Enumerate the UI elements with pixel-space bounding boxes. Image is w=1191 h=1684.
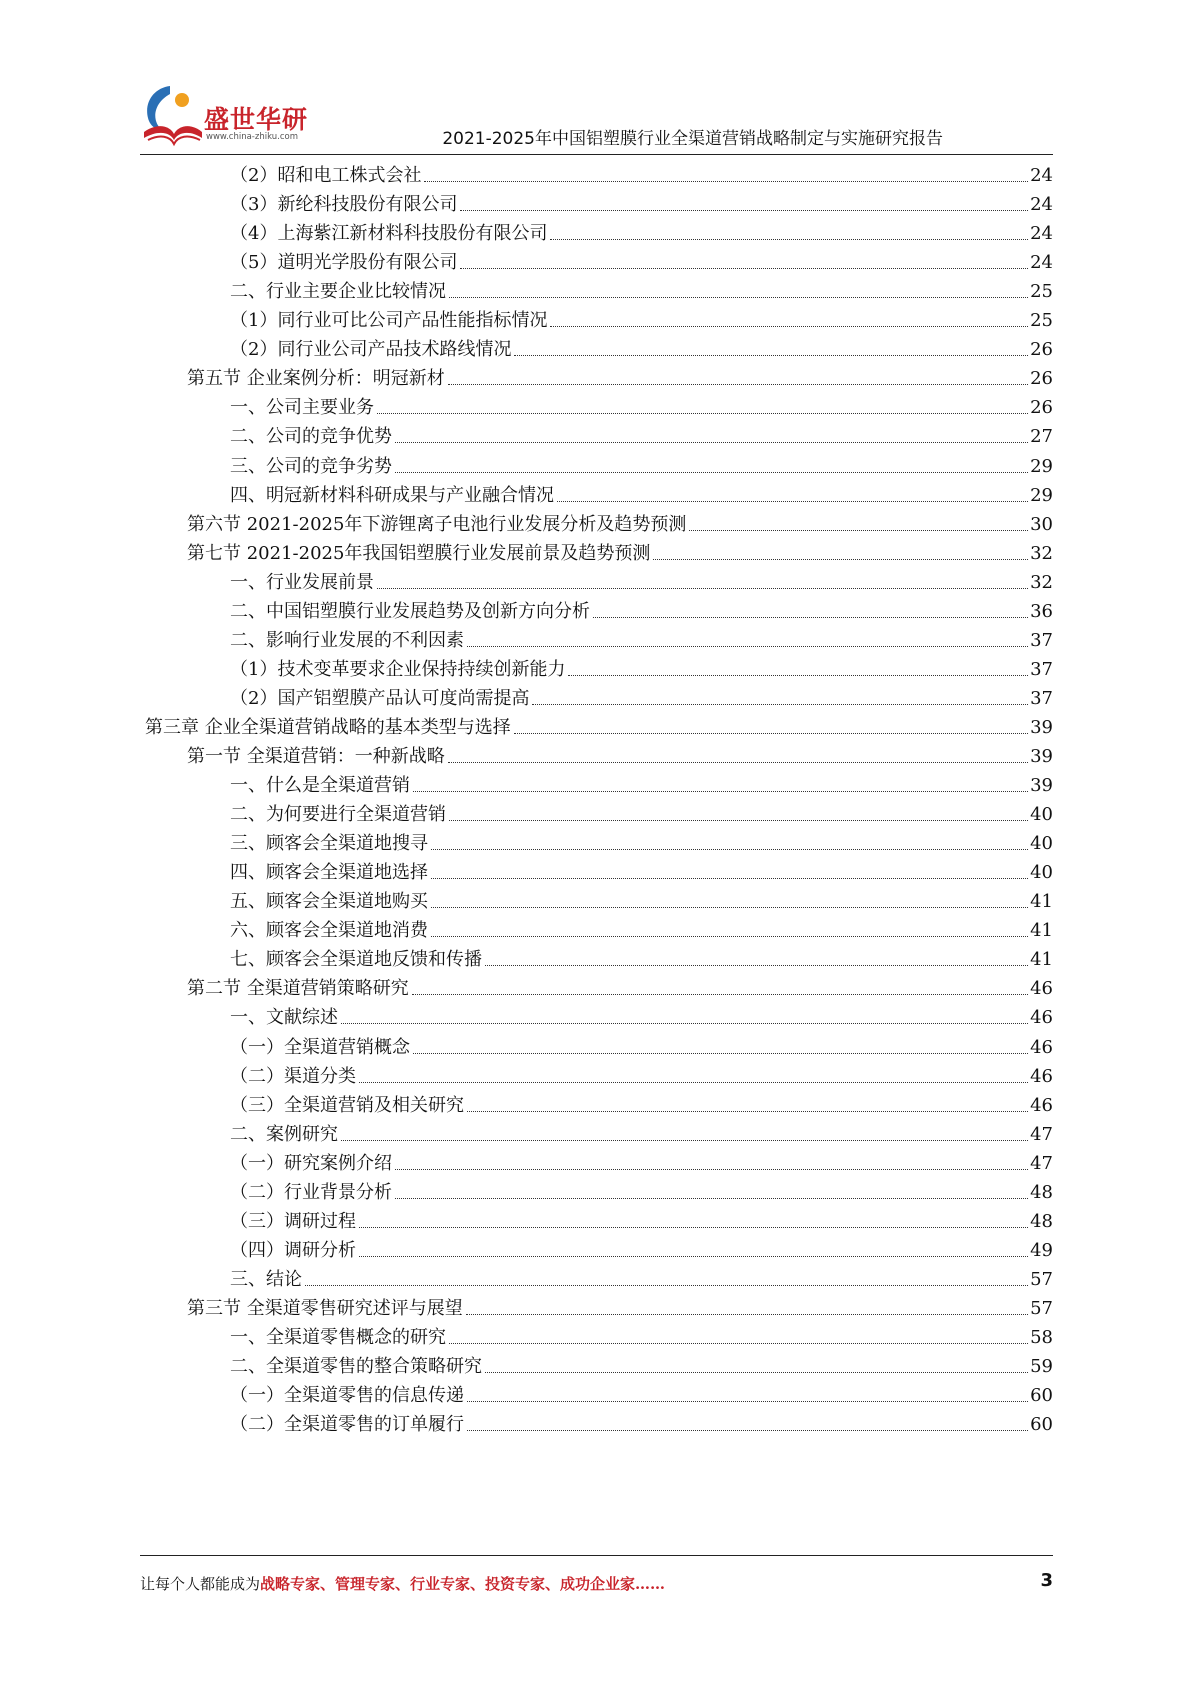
toc-entry-label: （5）道明光学股份有限公司 <box>230 252 458 274</box>
toc-dot-leader <box>514 733 1028 734</box>
toc-entry-page: 41 <box>1030 891 1053 913</box>
toc-entry[interactable] <box>230 451 1053 482</box>
toc-entry-page: 39 <box>1030 746 1053 767</box>
toc-entry-label: （一）全渠道营销概念 <box>230 1036 410 1058</box>
toc-entry-page: 37 <box>1030 687 1053 709</box>
toc-dot-leader <box>448 384 1028 385</box>
toc-dot-leader <box>377 413 1028 414</box>
toc-dot-leader <box>550 239 1028 240</box>
toc-entry[interactable] <box>230 334 1053 365</box>
toc-entry-label: 三、公司的竞争劣势 <box>230 455 392 477</box>
toc-entry-label: （四）调研分析 <box>230 1239 356 1261</box>
toc-entry[interactable] <box>230 1090 1053 1121</box>
toc-entry-label: 第二节 全渠道营销策略研究 <box>187 978 409 1000</box>
toc-dot-leader <box>359 1227 1028 1228</box>
toc-entry-page: 48 <box>1030 1210 1053 1232</box>
toc-dot-leader <box>557 501 1028 502</box>
toc-entry-page: 29 <box>1030 455 1053 477</box>
toc-dot-leader <box>395 1198 1028 1199</box>
toc-entry-page: 24 <box>1030 252 1053 274</box>
toc-entry-page: 26 <box>1030 397 1053 419</box>
toc-entry[interactable] <box>230 567 1053 598</box>
footer-slogan-prefix: 让每个人都能成为 <box>140 1575 261 1593</box>
toc-dot-leader <box>467 1111 1028 1112</box>
toc-entry-label: 第七节 2021-2025年我国铝塑膜行业发展前景及趋势预测 <box>187 542 651 564</box>
toc-entry[interactable] <box>230 1322 1053 1353</box>
report-title: 2021-2025年中国铝塑膜行业全渠道营销战略制定与实施研究报告 <box>442 129 943 149</box>
toc-entry[interactable] <box>230 1061 1053 1092</box>
toc-entry-label: 一、文献综述 <box>230 1007 338 1029</box>
toc-entry-label: 第三章 企业全渠道营销战略的基本类型与选择 <box>145 716 511 738</box>
toc-entry-label: 四、顾客会全渠道地选择 <box>230 862 428 884</box>
toc-entry-label: （3）新纶科技股份有限公司 <box>230 194 458 216</box>
toc-dot-leader <box>431 878 1028 879</box>
toc-entry-label: 第三节 全渠道零售研究述评与展望 <box>187 1297 463 1319</box>
toc-dot-leader <box>593 617 1028 618</box>
book-logo-icon <box>140 82 204 148</box>
toc-entry-label: 一、公司主要业务 <box>230 397 374 419</box>
toc-entry[interactable] <box>230 1264 1053 1295</box>
toc-dot-leader <box>431 936 1028 937</box>
toc-entry-page: 40 <box>1030 804 1053 826</box>
company-logo <box>140 82 310 148</box>
toc-dot-leader <box>467 646 1028 647</box>
header-divider <box>140 154 1053 155</box>
toc-dot-leader <box>449 820 1028 821</box>
toc-entry-label: （一）研究案例介绍 <box>230 1152 392 1174</box>
toc-entry[interactable] <box>187 363 1053 394</box>
toc-dot-leader <box>485 1372 1028 1373</box>
toc-dot-leader <box>653 559 1028 560</box>
toc-entry[interactable] <box>145 712 1053 743</box>
toc-entry[interactable] <box>230 596 1053 627</box>
toc-entry[interactable] <box>230 828 1053 859</box>
toc-dot-leader <box>395 472 1028 473</box>
toc-entry-label: 七、顾客会全渠道地反馈和传播 <box>230 949 482 971</box>
toc-entry[interactable] <box>230 683 1053 714</box>
toc-entry-label: 三、结论 <box>230 1268 302 1290</box>
toc-dot-leader <box>449 297 1028 298</box>
logo-url: www.china-zhiku.com <box>206 132 298 142</box>
toc-entry[interactable] <box>230 770 1053 801</box>
toc-entry[interactable] <box>187 973 1053 1004</box>
toc-entry[interactable] <box>230 1032 1053 1063</box>
toc-entry[interactable] <box>230 799 1053 830</box>
toc-entry-page: 41 <box>1030 920 1053 942</box>
toc-dot-leader <box>413 1053 1028 1054</box>
toc-entry[interactable] <box>230 944 1053 975</box>
toc-dot-leader <box>449 1343 1028 1344</box>
toc-entry-label: 一、全渠道零售概念的研究 <box>230 1327 446 1348</box>
toc-entry-label: （1）同行业可比公司产品性能指标情况 <box>230 310 548 332</box>
toc-entry[interactable] <box>230 1351 1053 1382</box>
toc-entry[interactable] <box>187 741 1053 772</box>
footer-slogan <box>140 1573 665 1594</box>
toc-entry[interactable] <box>230 421 1053 452</box>
toc-entry-page: 49 <box>1030 1239 1053 1261</box>
toc-entry-page: 29 <box>1030 484 1053 506</box>
toc-dot-leader <box>550 326 1028 327</box>
toc-dot-leader <box>412 994 1028 995</box>
toc-dot-leader <box>431 849 1028 850</box>
toc-entry[interactable] <box>230 305 1053 336</box>
toc-entry-page: 37 <box>1030 658 1053 680</box>
toc-dot-leader <box>341 1140 1028 1141</box>
toc-entry-page: 59 <box>1030 1356 1053 1378</box>
toc-entry[interactable] <box>230 1235 1053 1266</box>
toc-entry-label: 二、为何要进行全渠道营销 <box>230 804 446 826</box>
toc-dot-leader <box>460 268 1028 269</box>
toc-entry-page: 27 <box>1030 426 1053 448</box>
toc-entry-page: 32 <box>1030 542 1053 564</box>
toc-entry[interactable] <box>230 1002 1053 1033</box>
toc-dot-leader <box>466 1314 1028 1315</box>
toc-entry-label: 第五节 企业案例分析：明冠新材 <box>187 368 445 390</box>
toc-entry-page: 41 <box>1030 949 1053 971</box>
toc-dot-leader <box>431 907 1028 908</box>
toc-entry-label: （4）上海紫江新材料科技股份有限公司 <box>230 223 548 245</box>
toc-entry-label: 二、案例研究 <box>230 1123 338 1145</box>
toc-dot-leader <box>514 355 1028 356</box>
toc-entry-label: 二、全渠道零售的整合策略研究 <box>230 1356 482 1378</box>
toc-dot-leader <box>377 588 1028 589</box>
toc-entry-page: 39 <box>1030 716 1053 738</box>
toc-dot-leader <box>359 1256 1028 1257</box>
toc-entry-page: 46 <box>1030 978 1053 1000</box>
toc-dot-leader <box>424 181 1028 182</box>
toc-dot-leader <box>460 210 1028 211</box>
footer-slogan-emphasis: 战略专家、管理专家、行业专家、投资专家、成功企业家…… <box>260 1575 666 1593</box>
page-header <box>0 0 1191 158</box>
toc-dot-leader <box>305 1285 1028 1286</box>
toc-entry-label: 二、影响行业发展的不利因素 <box>230 629 464 651</box>
toc-entry-page: 47 <box>1030 1123 1053 1145</box>
toc-entry-label: （2）同行业公司产品技术路线情况 <box>230 339 512 361</box>
toc-entry[interactable] <box>230 392 1053 423</box>
toc-entry[interactable] <box>187 538 1053 569</box>
footer-divider <box>140 1555 1053 1556</box>
toc-entry-page: 46 <box>1030 1065 1053 1087</box>
toc-dot-leader <box>359 1082 1028 1083</box>
toc-entry[interactable] <box>230 625 1053 656</box>
toc-entry-page: 60 <box>1030 1385 1053 1407</box>
toc-dot-leader <box>413 791 1028 792</box>
toc-entry[interactable] <box>230 189 1053 220</box>
toc-entry-label: （二）渠道分类 <box>230 1065 356 1087</box>
toc-dot-leader <box>689 530 1028 531</box>
toc-entry-label: 第一节 全渠道营销：一种新战略 <box>187 746 445 767</box>
toc-entry[interactable] <box>230 654 1053 685</box>
toc-entry-page: 48 <box>1030 1181 1053 1203</box>
toc-entry[interactable] <box>230 276 1053 307</box>
toc-entry-label: （2）昭和电工株式会社 <box>230 165 422 186</box>
page-number: 3 <box>1040 1570 1053 1591</box>
toc-entry-label: 一、什么是全渠道营销 <box>230 775 410 797</box>
toc-entry-page: 24 <box>1030 223 1053 245</box>
toc-entry-label: 五、顾客会全渠道地购买 <box>230 891 428 913</box>
toc-dot-leader <box>448 762 1028 763</box>
toc-entry[interactable] <box>230 218 1053 249</box>
toc-entry[interactable] <box>230 1409 1053 1440</box>
toc-entry-page: 47 <box>1030 1152 1053 1174</box>
toc-entry-label: 第六节 2021-2025年下游锂离子电池行业发展分析及趋势预测 <box>187 513 687 535</box>
toc-entry-label: （1）技术变革要求企业保持持续创新能力 <box>230 658 566 680</box>
toc-entry-page: 40 <box>1030 833 1053 855</box>
toc-entry-page: 26 <box>1030 339 1053 361</box>
toc-entry-page: 24 <box>1030 165 1053 186</box>
toc-entry-label: 二、行业主要企业比较情况 <box>230 281 446 303</box>
toc-entry-label: （一）全渠道零售的信息传递 <box>230 1385 464 1407</box>
toc-entry-label: （2）国产铝塑膜产品认可度尚需提高 <box>230 687 530 709</box>
toc-entry[interactable] <box>230 1177 1053 1208</box>
toc-entry-label: 二、公司的竞争优势 <box>230 426 392 448</box>
toc-entry-page: 57 <box>1030 1297 1053 1319</box>
logo-name: 盛世华研 <box>204 105 309 134</box>
toc-entry-label: （三）调研过程 <box>230 1210 356 1232</box>
toc-dot-leader <box>532 704 1028 705</box>
toc-entry-page: 32 <box>1030 571 1053 593</box>
toc-entry-label: 六、顾客会全渠道地消费 <box>230 920 428 942</box>
toc-entry-label: （三）全渠道营销及相关研究 <box>230 1094 464 1116</box>
toc-entry-page: 24 <box>1030 194 1053 216</box>
toc-dot-leader <box>485 965 1028 966</box>
toc-dot-leader <box>395 1169 1028 1170</box>
toc-entry-label: 三、顾客会全渠道地搜寻 <box>230 833 428 855</box>
toc-entry-page: 40 <box>1030 862 1053 884</box>
toc-entry-label: 二、中国铝塑膜行业发展趋势及创新方向分析 <box>230 600 590 622</box>
toc-entry[interactable] <box>230 247 1053 278</box>
toc-entry-page: 57 <box>1030 1268 1053 1290</box>
toc-entry-page: 37 <box>1030 629 1053 651</box>
toc-entry-label: （二）行业背景分析 <box>230 1181 392 1203</box>
toc-entry[interactable] <box>230 160 1053 191</box>
toc-entry-page: 46 <box>1030 1036 1053 1058</box>
toc-entry-page: 26 <box>1030 368 1053 390</box>
toc-entry-page: 60 <box>1030 1414 1053 1436</box>
toc-entry-page: 58 <box>1030 1327 1053 1348</box>
toc-entry[interactable] <box>187 1293 1053 1324</box>
toc-entry[interactable] <box>230 915 1053 946</box>
toc-entry-page: 30 <box>1030 513 1053 535</box>
toc-entry-label: 四、明冠新材料科研成果与产业融合情况 <box>230 484 554 506</box>
toc-entry-page: 25 <box>1030 281 1053 303</box>
toc-dot-leader <box>395 442 1028 443</box>
toc-entry[interactable] <box>230 1119 1053 1150</box>
toc-entry[interactable] <box>230 1380 1053 1411</box>
toc-dot-leader <box>467 1430 1028 1431</box>
toc-entry[interactable] <box>230 1148 1053 1179</box>
toc-entry[interactable] <box>230 1206 1053 1237</box>
toc-entry[interactable] <box>230 480 1053 511</box>
toc-entry[interactable] <box>187 509 1053 540</box>
toc-entry-page: 25 <box>1030 310 1053 332</box>
toc-entry[interactable] <box>230 886 1053 917</box>
toc-entry-page: 46 <box>1030 1007 1053 1029</box>
toc-entry-label: 一、行业发展前景 <box>230 571 374 593</box>
toc-entry-label: （二）全渠道零售的订单履行 <box>230 1414 464 1436</box>
toc-entry[interactable] <box>230 857 1053 888</box>
toc-dot-leader <box>341 1023 1028 1024</box>
toc-entry-page: 36 <box>1030 600 1053 622</box>
toc-entry-page: 46 <box>1030 1094 1053 1116</box>
toc-dot-leader <box>568 675 1028 676</box>
toc-dot-leader <box>467 1401 1028 1402</box>
toc-entry-page: 39 <box>1030 775 1053 797</box>
